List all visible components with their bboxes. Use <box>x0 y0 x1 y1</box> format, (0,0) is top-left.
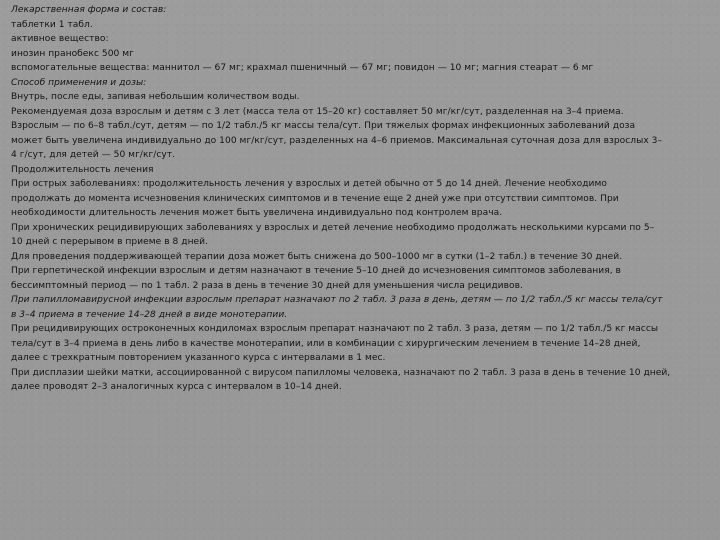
text-line: Взрослым — по 6–8 табл./сут, детям — по 1/2 табл./5 кг массы тела/сут. При тяжелых формах инфекционных заболеваний доза <box>11 121 636 131</box>
text-line: таблетки 1 табл. <box>11 19 93 30</box>
text-line: необходимости длительность лечения может быть увеличена индивидуально под контролем врача. <box>11 208 503 218</box>
text-line: При рецидивирующих остроконечных кондиломах взрослым препарат назначают по 2 табл. 3 раза, детям — по 1/2 табл./5 кг массы <box>11 324 659 334</box>
text-line: может быть увеличена индивидуально до 100 мг/кг/сут, разделенных на 4–6 приемов. Максимальная суточная доза для взрослых 3– <box>11 135 663 146</box>
document-text <box>11 3 711 395</box>
section-heading-dosage: Способ применения и дозы: <box>11 77 147 88</box>
text-line: При герпетической инфекции взрослым и детям назначают в течение 5–10 дней до исчезновения симптомов заболевания, в <box>11 266 621 276</box>
text-line: далее проводят 2–3 аналогичных курса с интервалом в 10–14 дней. <box>11 382 342 392</box>
text-line: далее с трехкратным повторением указанного курса с интервалами в 1 мес. <box>11 353 386 363</box>
text-line: 4 г/сут, для детей — 50 мг/кг/сут. <box>11 150 176 160</box>
text-line: 10 дней с перерывом в приеме в 8 дней. <box>11 237 209 247</box>
text-line: Для проведения поддерживающей терапии доза может быть снижена до 500–1000 мг в сутки (1–2 табл.) в течение 30 дней. <box>11 251 623 262</box>
text-line: продолжать до момента исчезновения клинических симптомов и в течение еще 2 дней уже при отсутствии симптомов. При <box>11 193 619 204</box>
text-line: тела/сут в 3–4 приема в день либо в качестве монотерапии, или в комбинации с хирургическим лечением в течение 14–28 дней, <box>11 338 641 349</box>
text-line: бессимптомный период — по 1 табл. 2 раза в день в течение 30 дней для уменьшения числа рецидивов. <box>11 280 523 291</box>
text-line: При острых заболеваниях: продолжительность лечения у взрослых и детей обычно от 5 до 14 дней. Лечение необходимо <box>11 179 607 189</box>
text-line: активное вещество: <box>11 34 109 44</box>
text-line: инозин пранобекс 500 мг <box>11 48 134 59</box>
text-line: При хронических рецидивирующих заболеваниях у взрослых и детей лечение необходимо продолжать несколькими курсами по 5– <box>11 222 655 233</box>
section-heading-duration: Продолжительность лечения <box>11 164 154 175</box>
text-line: При дисплазии шейки матки, ассоциированной с вирусом папилломы человека, назначают по 2 табл. 3 раза в день в течение 10 дней, <box>11 367 671 378</box>
text-line: Внутрь, после еды, запивая небольшим количеством воды. <box>11 92 300 102</box>
text-line-italic: При папилломавирусной инфекции взрослым препарат назначают по 2 табл. 3 раза в день, детям — по 1/2 табл./5 кг массы тела/сут <box>11 295 663 305</box>
text-line-italic: в 3–4 приема в течение 14–28 дней в виде монотерапии. <box>11 309 288 320</box>
text-line: вспомогательные вещества: маннитол — 67 мг; крахмал пшеничный — 67 мг; повидон — 10 мг; магния стеарат — 6 мг <box>11 63 594 73</box>
text-line: Рекомендуемая доза взрослым и детям с 3 лет (масса тела от 15–20 кг) составляет 50 мг/кг/сут, разделенная на 3–4 приема. <box>11 106 624 117</box>
section-heading-composition: Лекарственная форма и состав: <box>11 5 167 15</box>
